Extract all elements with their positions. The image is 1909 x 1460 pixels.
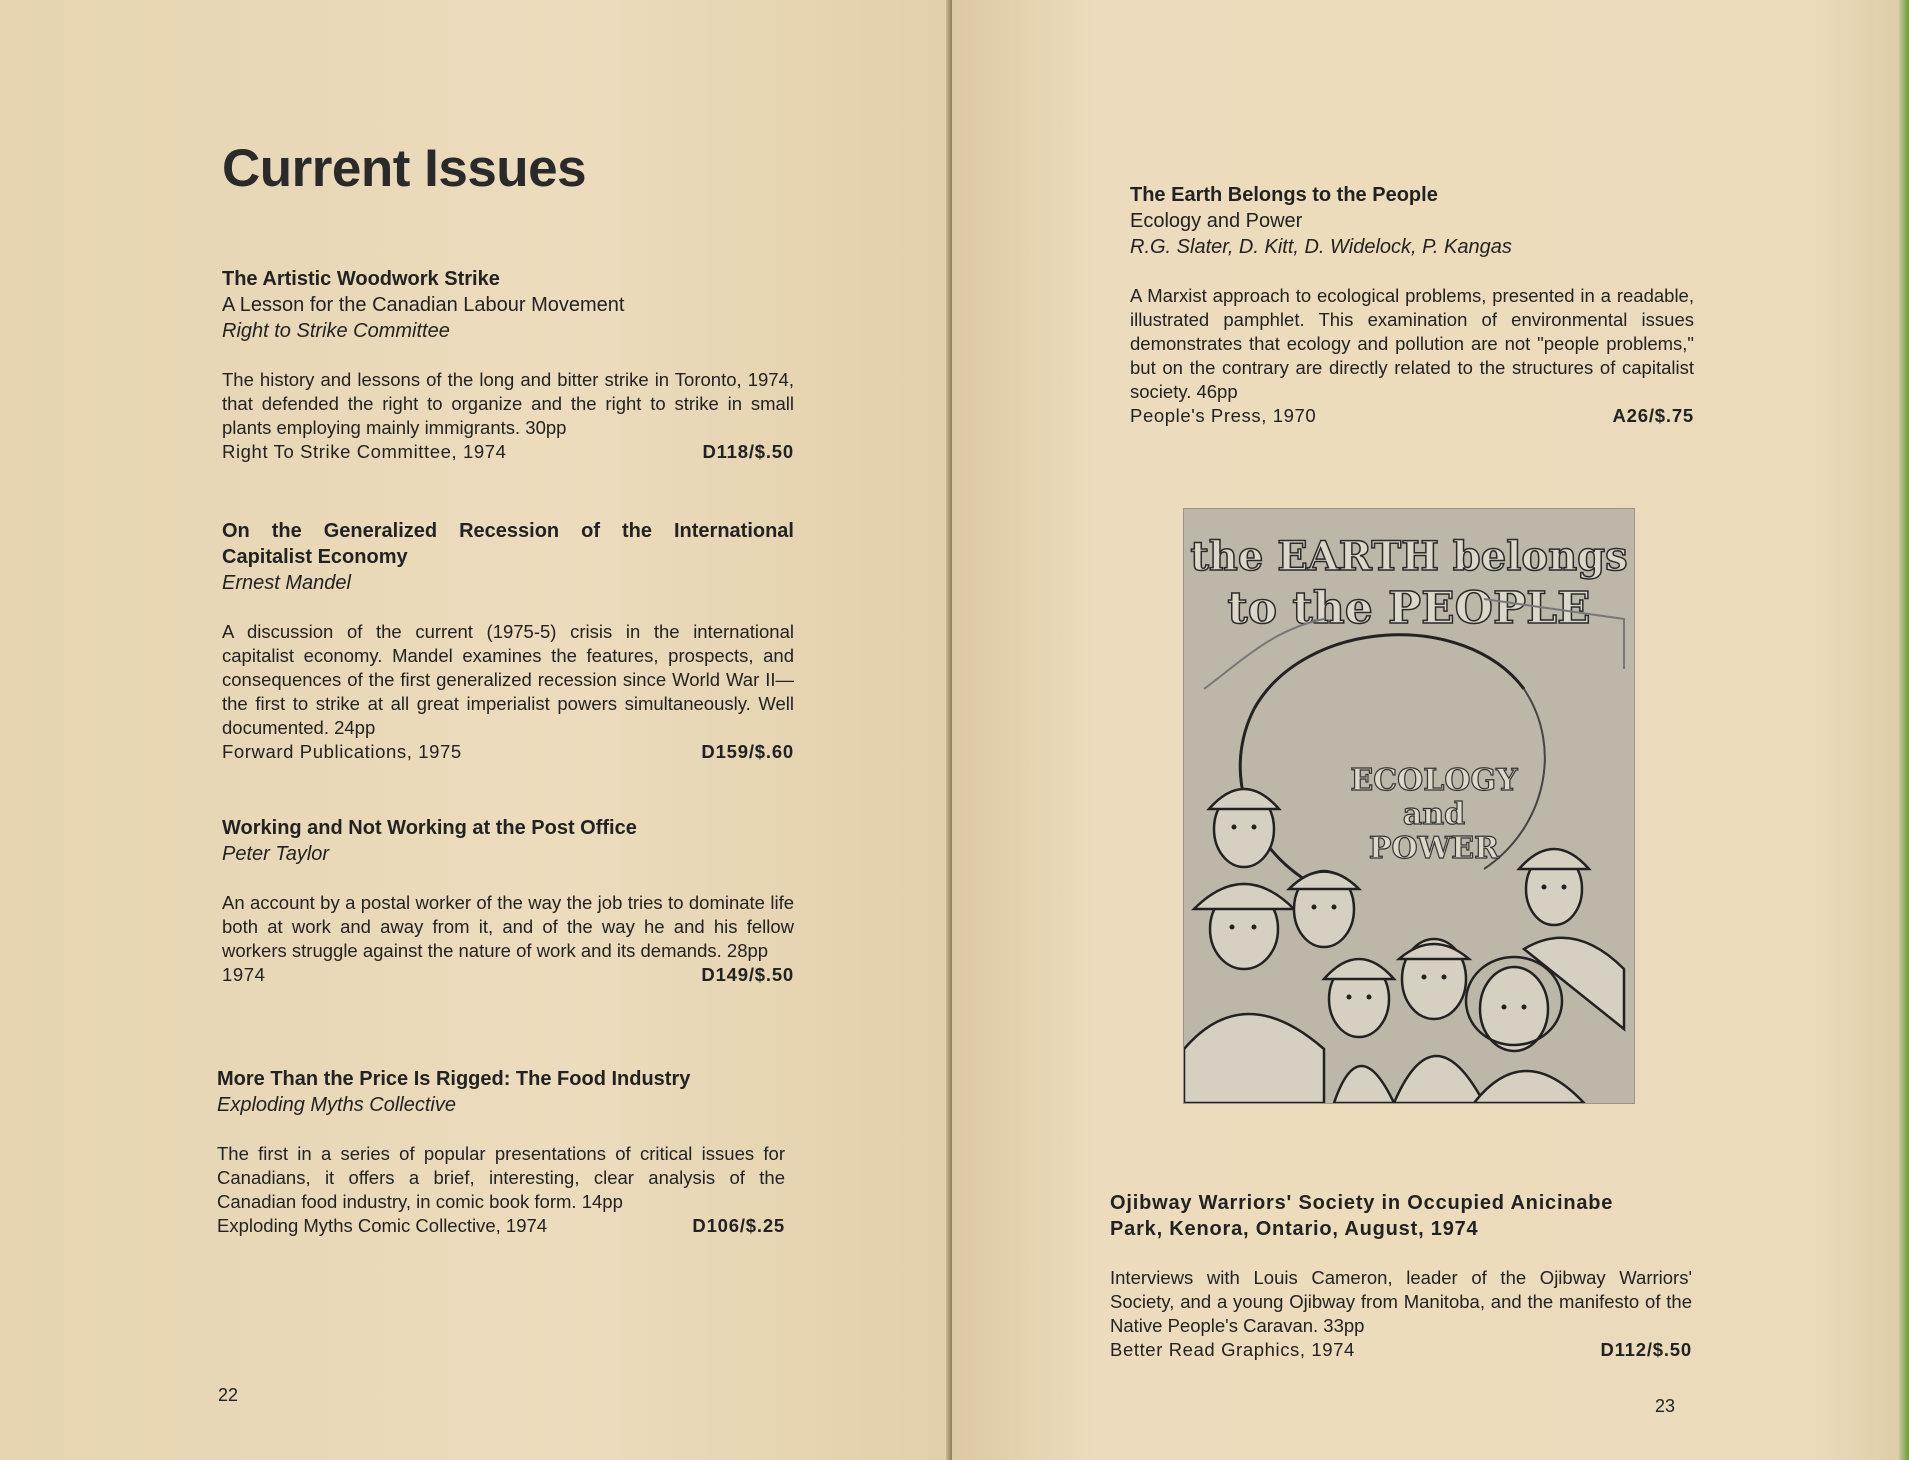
- entry-description: An account by a postal worker of the way the job tries to dominate life both at work and away from it, and of the way he and his fellow workers struggle against the nature of work and its demands. 28pp: [222, 892, 794, 961]
- entry-footer: [222, 440, 794, 464]
- entry-subtitle: Ecology and Power: [1130, 210, 1303, 232]
- entry-footer: [222, 740, 794, 764]
- entry-publisher: 1974: [222, 964, 266, 985]
- entry-title: More Than the Price Is Rigged: The Food Industry: [217, 1068, 691, 1090]
- entry-author: R.G. Slater, D. Kitt, D. Widelock, P. Kangas: [1130, 236, 1512, 258]
- entry-title: Ojibway Warriors' Society in Occupied Anicinabe: [1110, 1192, 1614, 1214]
- catalog-entry: [222, 266, 794, 464]
- catalog-entry: [1130, 182, 1694, 428]
- entry-footer: [1130, 404, 1694, 428]
- entry-price: A26/$.75: [1612, 405, 1694, 426]
- entry-price: D112/$.50: [1600, 1339, 1692, 1360]
- entry-title-line2: Capitalist Economy: [222, 546, 408, 568]
- entry-title: Working and Not Working at the Post Office: [222, 817, 637, 839]
- catalog-entry: [222, 518, 794, 764]
- entry-footer: [217, 1214, 785, 1238]
- entry-description: The history and lessons of the long and bitter strike in Toronto, 1974, that defended the right to organize and the right to strike in small plants employing mainly immigrants. 30pp: [222, 369, 794, 438]
- entry-title-line2: Park, Kenora, Ontario, August, 1974: [1110, 1218, 1479, 1240]
- entry-subtitle: A Lesson for the Canadian Labour Movement: [222, 294, 625, 316]
- cover-subtitle-ecology: ECOLOGY: [1350, 763, 1518, 798]
- entry-footer: [1110, 1338, 1692, 1362]
- entry-publisher: Better Read Graphics, 1974: [1110, 1339, 1355, 1360]
- entry-footer: [222, 963, 794, 987]
- entry-title: On the Generalized Recession of the International: [222, 520, 794, 542]
- cover-subtitle-power: POWER: [1368, 831, 1500, 866]
- cover-title-line1: the EARTH belongs: [1190, 533, 1628, 580]
- entry-description: The first in a series of popular presentations of critical issues for Canadians, it offers a brief, interesting, clear analysis of the Canadian food industry, in comic book form. 14pp: [217, 1143, 785, 1212]
- entry-publisher: Exploding Myths Comic Collective, 1974: [217, 1215, 548, 1236]
- entry-publisher: People's Press, 1970: [1130, 405, 1317, 426]
- entry-price: D149/$.50: [701, 964, 794, 985]
- entry-author: Right to Strike Committee: [222, 320, 450, 342]
- catalog-entry: [1110, 1190, 1692, 1362]
- left-page: [0, 0, 952, 1460]
- page-number: 22: [218, 1385, 239, 1405]
- entry-price: D159/$.60: [701, 741, 794, 762]
- entry-publisher: Forward Publications, 1975: [222, 741, 462, 762]
- entry-price: D118/$.50: [702, 441, 794, 462]
- entry-publisher: Right To Strike Committee, 1974: [222, 441, 507, 462]
- catalog-entry: [222, 815, 794, 987]
- entry-price: D106/$.25: [692, 1215, 785, 1236]
- entry-author: Ernest Mandel: [222, 572, 351, 594]
- pamphlet-cover-image: [1183, 508, 1635, 1104]
- section-title: Current Issues: [222, 139, 587, 198]
- entry-title: The Artistic Woodwork Strike: [222, 268, 500, 290]
- book-edge: [1899, 0, 1909, 1460]
- entry-author: Peter Taylor: [222, 843, 330, 865]
- entry-description: A Marxist approach to ecological problems, presented in a readable, illustrated pamphlet. This examination of environmental issues demonstrates that ecology and pollution are not "people problems," but on the contrary are directly related to the structures of capitalist society. 46pp: [1130, 285, 1694, 402]
- cover-subtitle-and: and: [1402, 797, 1466, 832]
- entry-description: Interviews with Louis Cameron, leader of the Ojibway Warriors' Society, and a young Ojibway from Manitoba, and the manifesto of the Native People's Caravan. 33pp: [1110, 1267, 1692, 1336]
- cover-title-line2: to the PEOPLE: [1227, 583, 1591, 634]
- entry-author: Exploding Myths Collective: [217, 1094, 456, 1116]
- page-number: 23: [1655, 1396, 1676, 1416]
- entry-description: A discussion of the current (1975-5) crisis in the international capitalist economy. Mandel examines the features, prospects, and consequences of the first generalized recession since World War II— the first to strike at all great imperialist powers simultaneously. Well documented. 24pp: [222, 621, 794, 738]
- entry-title: The Earth Belongs to the People: [1130, 184, 1438, 206]
- catalog-entry: [217, 1066, 785, 1238]
